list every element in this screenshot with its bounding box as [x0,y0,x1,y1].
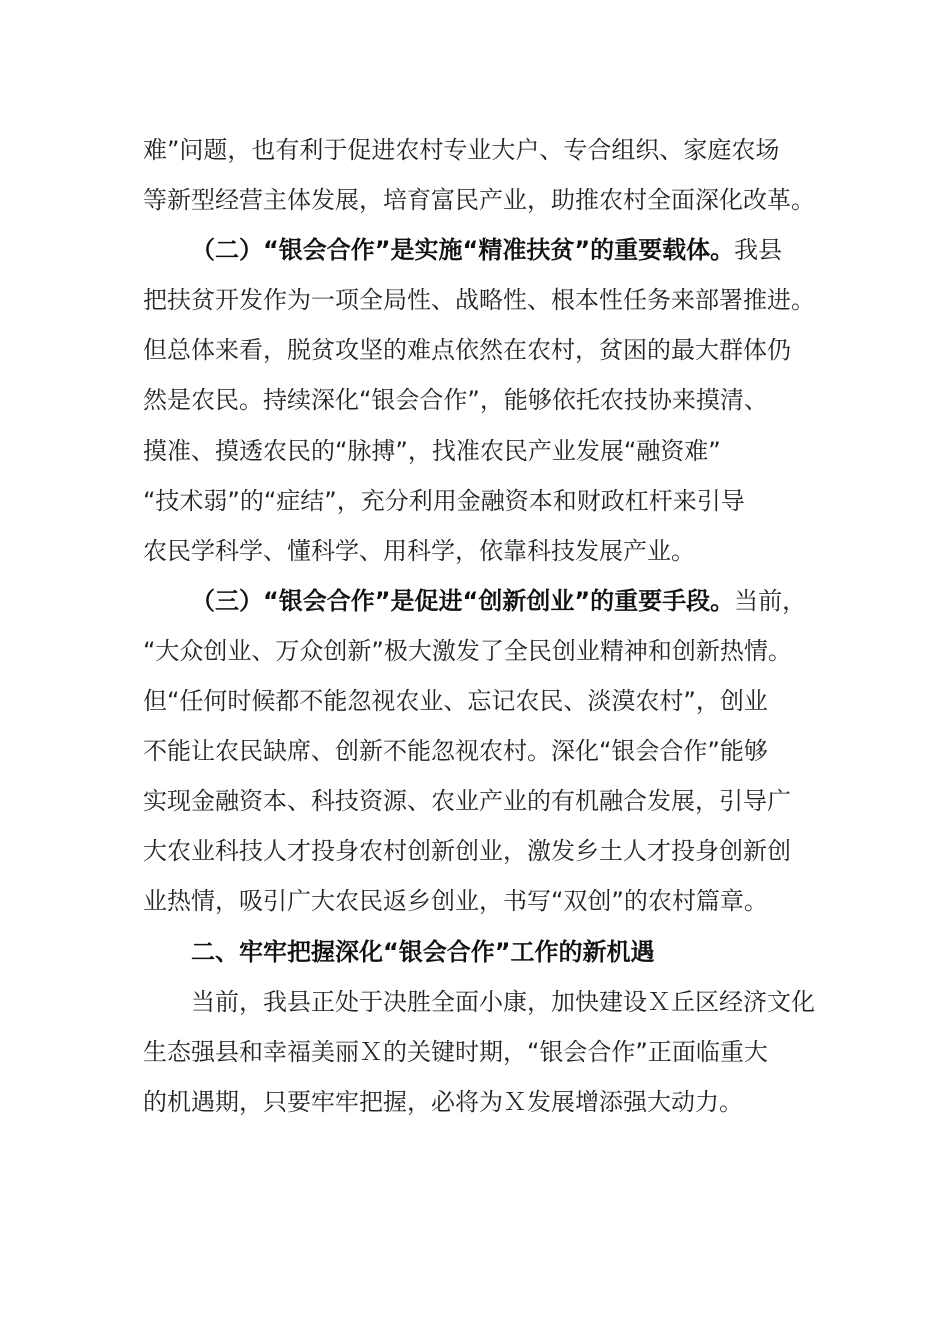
text-line [143,676,823,726]
text-line [143,426,823,476]
paragraph-first-line [143,927,823,977]
body-text: 但“任何时候都不能忽视农业、忘记农民、淡漠农村”，创业 [143,687,768,716]
body-text: “技术弱”的“症结”，充分利用金融资本和财政杠杆来引导 [143,486,745,515]
text-line [143,476,823,526]
text-line [143,125,823,175]
text-line [143,826,823,876]
text-line [143,776,823,826]
body-text: “大众创业、万众创新”极大激发了全民创业精神和创新热情。 [143,636,792,665]
body-text: 生态强县和幸福美丽Ｘ的关键时期，“银会合作”正面临重大 [143,1037,768,1066]
body-text: 把扶贫开发作为一项全局性、战略性、根本性任务来部署推进。 [143,286,815,315]
body-text: 当前， [734,586,807,615]
body-text: 实现金融资本、科技资源、农业产业的有机融合发展，引导广 [143,787,791,816]
text-line [143,325,823,375]
body-text: 农民学科学、懂科学、用科学，依靠科技发展产业。 [143,536,695,565]
text-line [143,876,823,926]
body-text: 的机遇期，只要牢牢把握，必将为Ｘ发展增添强大动力。 [143,1087,743,1116]
document-body [143,125,823,1127]
bold-heading-text: （二）“银会合作”是实施“精准扶贫”的重要载体。 [191,236,735,265]
body-text: 大农业科技人才投身农村创新创业，激发乡土人才投身创新创 [143,837,791,866]
text-line [143,726,823,776]
bold-heading-text: 二、牢牢把握深化“银会合作”工作的新机遇 [191,937,655,966]
paragraph-first-line [143,576,823,626]
body-text: 我县 [734,236,783,265]
body-text: 摸准、摸透农民的“脉搏”，找准农民产业发展“融资难” [143,436,721,465]
text-line [143,526,823,576]
body-text: 但总体来看，脱贫攻坚的难点依然在农村，贫困的最大群体仍 [143,336,791,365]
body-text: 当前，我县正处于决胜全面小康，加快建设Ｘ丘区经济文化 [191,987,815,1016]
text-line [143,175,823,225]
body-text: 等新型经营主体发展，培育富民产业，助推农村全面深化改革。 [143,186,815,215]
body-text: 不能让农民缺席、创新不能忽视农村。深化“银会合作”能够 [143,737,768,766]
text-line [143,275,823,325]
bold-heading-text: （三）“银会合作”是促进“创新创业”的重要手段。 [191,586,735,615]
body-text: 然是农民。持续深化“银会合作”，能够依托农技协来摸清、 [143,386,768,415]
paragraph-first-line [143,225,823,275]
paragraph-first-line [143,977,823,1027]
text-line [143,1077,823,1127]
text-line [143,1027,823,1077]
body-text: 业热情，吸引广大农民返乡创业，书写“双创”的农村篇章。 [143,887,768,916]
text-line [143,626,823,676]
text-line [143,375,823,425]
body-text: 难”问题，也有利于促进农村专业大户、专合组织、家庭农场 [143,136,780,164]
